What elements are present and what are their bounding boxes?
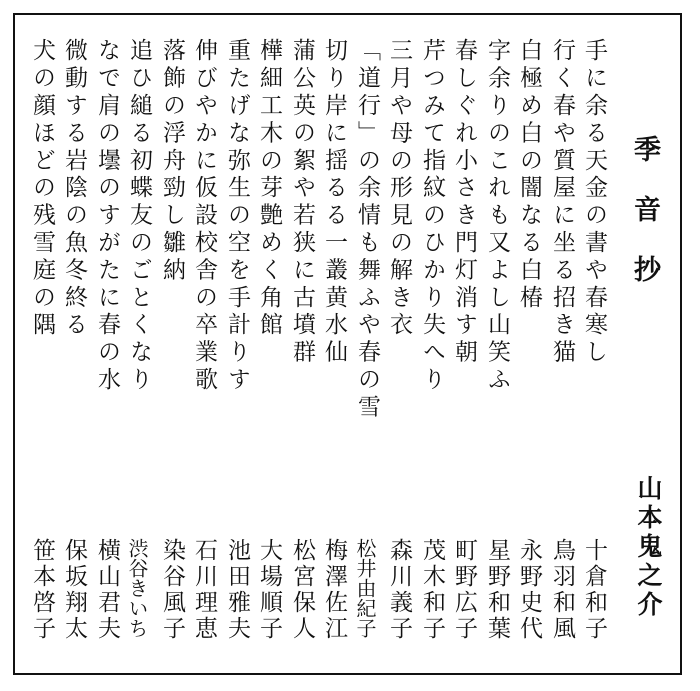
haiku-text: 落飾の浮舟勁し雛納 xyxy=(159,38,185,285)
haiku-text: なで肩の壜のすがたに春の水 xyxy=(94,38,120,395)
poet-name: 鳥羽和風 xyxy=(549,538,575,642)
haiku-text: 追ひ縋る初蝶友のごとくなり xyxy=(126,38,152,395)
poet-name: 松宮保人 xyxy=(289,538,315,642)
haiku-text: 字余りのこれも又よし山笑ふ xyxy=(484,38,510,395)
haiku-text: 春しぐれ小さき門灯消す朝 xyxy=(451,38,477,367)
poet-name: 梅澤佐江 xyxy=(321,538,347,642)
poet-name: 保坂翔太 xyxy=(61,538,87,642)
haiku-text: 蒲公英の絮や若狭に古墳群 xyxy=(289,38,315,367)
poet-name: 横山君夫 xyxy=(94,538,120,642)
haiku-text: 行く春や質屋に坐る招き猫 xyxy=(549,38,575,367)
poet-name: 松井由紀子 xyxy=(353,538,377,638)
haiku-text: 重たげな弥生の空を手計りす xyxy=(224,38,250,395)
poet-name: 笹本啓子 xyxy=(29,538,55,642)
poet-name: 渋谷きいち xyxy=(125,538,149,638)
haiku-text: 三月や母の形見の解き衣 xyxy=(386,38,412,340)
haiku-text: 芹つみて指紋のひかり失へり xyxy=(419,38,445,395)
poet-name: 池田雅夫 xyxy=(224,538,250,642)
haiku-text: 「道行」の余情も舞ふや春の雪 xyxy=(354,38,380,422)
haiku-text: 犬の顔ほどの残雪庭の隅 xyxy=(29,38,55,340)
haiku-text: 切り岸に揺るる一叢黄水仙 xyxy=(321,38,347,367)
poet-name: 星野和葉 xyxy=(484,538,510,642)
poet-name: 大場順子 xyxy=(256,538,282,642)
poem-collection-title: 季音抄 xyxy=(629,135,660,315)
poet-name: 石川理恵 xyxy=(191,538,217,642)
poet-name: 茂木和子 xyxy=(419,538,445,642)
poet-name: 十倉和子 xyxy=(581,538,607,642)
haiku-text: 樺細工木の芽艶めく角館 xyxy=(256,38,282,340)
author-name: 山本鬼之介 xyxy=(634,475,663,620)
haiku-text: 白極め白の闇なる白椿 xyxy=(516,38,542,312)
haiku-text: 手に余る天金の書や春寒し xyxy=(581,38,607,367)
poet-name: 永野史代 xyxy=(516,538,542,642)
poet-name: 森川義子 xyxy=(386,538,412,642)
poet-name: 染谷風子 xyxy=(159,538,185,642)
poet-name: 町野広子 xyxy=(451,538,477,642)
haiku-text: 伸びやかに仮設校舎の卒業歌 xyxy=(191,38,217,395)
haiku-text: 微動する岩陰の魚冬終る xyxy=(61,38,87,340)
